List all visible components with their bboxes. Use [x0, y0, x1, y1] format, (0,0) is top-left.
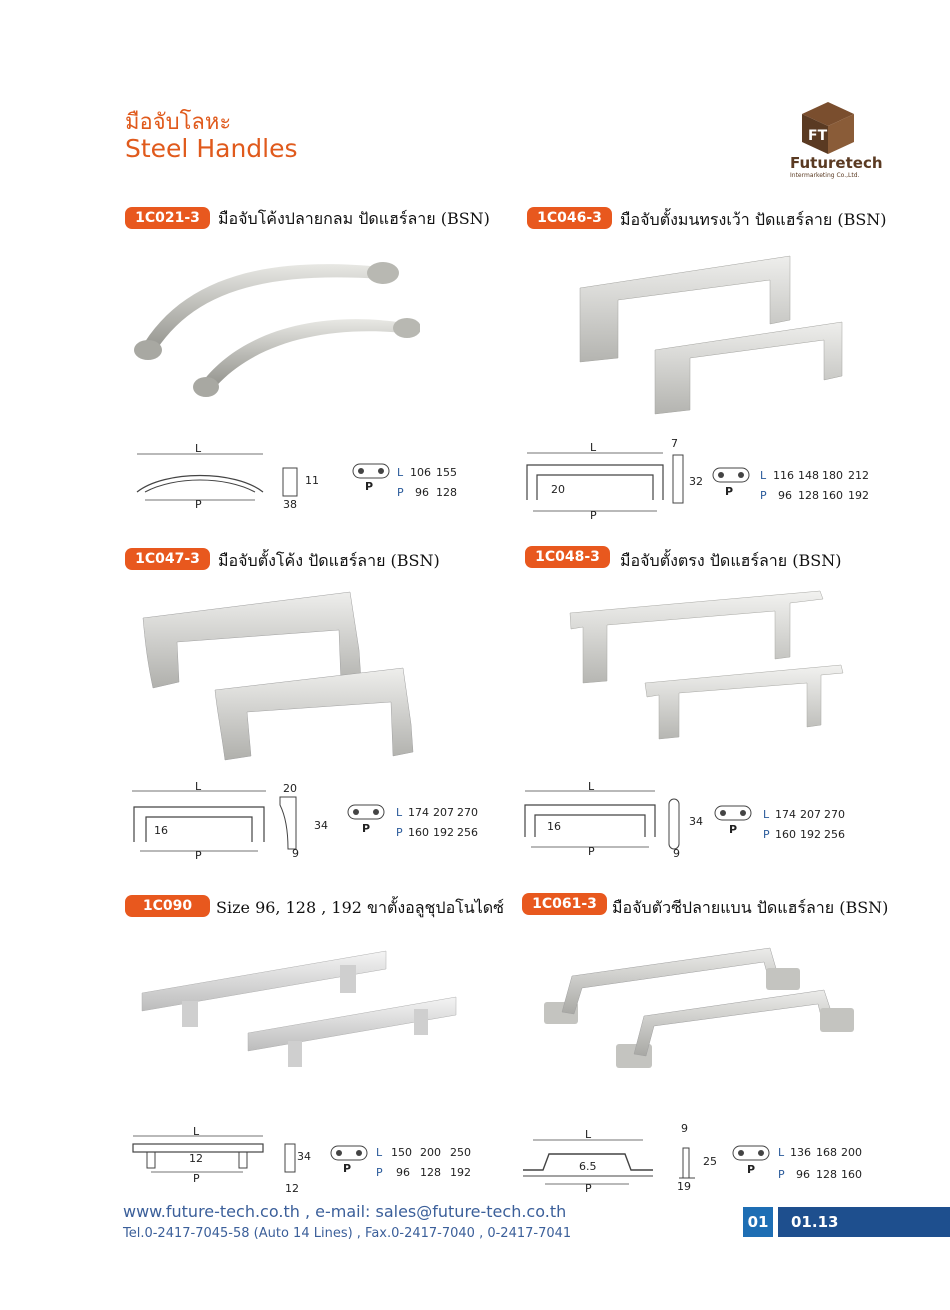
svg-text:9: 9: [673, 847, 680, 860]
svg-text:P: P: [725, 485, 734, 498]
svg-text:96: 96: [796, 1168, 810, 1181]
product-code-badge: 1C047-3: [125, 548, 210, 570]
logo-cube-icon: [798, 100, 858, 156]
svg-text:16: 16: [547, 820, 561, 833]
svg-text:16: 16: [154, 824, 168, 837]
page-number-bar: [778, 1207, 950, 1237]
svg-text:P: P: [343, 1162, 352, 1175]
svg-text:P: P: [376, 1166, 383, 1179]
svg-text:P: P: [590, 509, 597, 520]
svg-text:192: 192: [433, 826, 454, 839]
svg-text:207: 207: [800, 808, 821, 821]
svg-text:32: 32: [689, 475, 703, 488]
product-description: มือจับตั้งมนทรงเว้า ปัดแฮร์ลาย (BSN): [620, 210, 887, 229]
svg-text:12: 12: [189, 1152, 203, 1165]
svg-text:207: 207: [433, 806, 454, 819]
svg-text:116: 116: [773, 469, 794, 482]
svg-text:25: 25: [703, 1155, 717, 1168]
svg-text:270: 270: [824, 808, 845, 821]
product-photo-1C021-3: [120, 245, 420, 415]
page-title-thai: มือจับโลหะ: [125, 110, 232, 135]
footer-telephone: Tel.0-2417-7045-58 (Auto 14 Lines) , Fax.0-2417-7040 , 0-2417-7041: [123, 1226, 572, 1241]
svg-text:P: P: [362, 822, 371, 835]
logo-name: Futuretech: [790, 154, 883, 172]
svg-text:L: L: [760, 469, 767, 482]
product-photo-1C090: [138, 945, 458, 1075]
section-number: 01: [743, 1207, 773, 1237]
dimension-diagram-1C046-3: [515, 435, 935, 520]
svg-text:P: P: [396, 826, 403, 839]
svg-text:256: 256: [457, 826, 478, 839]
svg-text:P: P: [195, 849, 202, 862]
svg-text:96: 96: [396, 1166, 410, 1179]
svg-text:160: 160: [775, 828, 796, 841]
svg-text:128: 128: [816, 1168, 837, 1181]
svg-text:L: L: [590, 441, 597, 454]
dimension-diagram-1C047-3: [120, 777, 490, 862]
svg-text:9: 9: [681, 1122, 688, 1135]
svg-text:20: 20: [551, 483, 565, 496]
svg-text:P: P: [747, 1163, 756, 1176]
svg-text:38: 38: [283, 498, 297, 511]
dimension-diagram-1C090: [123, 1120, 493, 1200]
svg-text:136: 136: [790, 1146, 811, 1159]
logo-letters: FT: [808, 128, 828, 144]
svg-text:L: L: [778, 1146, 785, 1159]
svg-text:12: 12: [285, 1182, 299, 1195]
product-photo-1C048-3: [565, 585, 855, 745]
svg-text:P: P: [365, 480, 374, 493]
product-description: Size 96, 128 , 192 ขาตั้งอลูชุปอโนไดซ์: [216, 898, 505, 917]
svg-text:P: P: [588, 845, 595, 858]
svg-text:128: 128: [420, 1166, 441, 1179]
dimension-diagram-1C048-3: [513, 777, 883, 862]
svg-text:174: 174: [408, 806, 429, 819]
svg-text:L: L: [397, 466, 404, 479]
logo-subtitle: Intermarketing Co.,Ltd.: [790, 172, 860, 179]
svg-text:P: P: [585, 1182, 592, 1195]
svg-text:9: 9: [292, 847, 299, 860]
svg-text:160: 160: [841, 1168, 862, 1181]
svg-text:P: P: [397, 486, 404, 499]
svg-text:250: 250: [450, 1146, 471, 1159]
svg-text:150: 150: [391, 1146, 412, 1159]
svg-text:155: 155: [436, 466, 457, 479]
product-code-badge: 1C021-3: [125, 207, 210, 229]
svg-text:P: P: [760, 489, 767, 502]
svg-text:148: 148: [798, 469, 819, 482]
svg-text:20: 20: [283, 782, 297, 795]
svg-text:270: 270: [457, 806, 478, 819]
svg-text:L: L: [588, 780, 595, 793]
page-number: 01.13: [791, 1213, 839, 1231]
svg-text:P: P: [193, 1172, 200, 1185]
svg-text:200: 200: [420, 1146, 441, 1159]
svg-text:174: 174: [775, 808, 796, 821]
product-code-badge: 1C061-3: [522, 893, 607, 915]
svg-text:160: 160: [822, 489, 843, 502]
svg-text:19: 19: [677, 1180, 691, 1193]
svg-text:192: 192: [848, 489, 869, 502]
product-photo-1C061-3: [540, 940, 860, 1080]
svg-text:212: 212: [848, 469, 869, 482]
svg-text:7: 7: [671, 437, 678, 450]
svg-text:P: P: [763, 828, 770, 841]
svg-text:34: 34: [314, 819, 328, 832]
svg-text:192: 192: [800, 828, 821, 841]
svg-text:11: 11: [305, 474, 319, 487]
product-description: มือจับตั้งโค้ง ปัดแฮร์ลาย (BSN): [218, 551, 440, 570]
svg-text:P: P: [778, 1168, 785, 1181]
futuretech-logo: [790, 100, 883, 192]
svg-text:P: P: [729, 823, 738, 836]
svg-text:6.5: 6.5: [579, 1160, 597, 1173]
svg-text:L: L: [195, 780, 202, 793]
svg-text:L: L: [763, 808, 770, 821]
svg-text:128: 128: [798, 489, 819, 502]
svg-text:96: 96: [415, 486, 429, 499]
product-photo-1C047-3: [135, 590, 435, 770]
svg-text:168: 168: [816, 1146, 837, 1159]
product-description: มือจับตั้งตรง ปัดแฮร์ลาย (BSN): [620, 551, 842, 570]
product-code-badge: 1C046-3: [527, 207, 612, 229]
product-description: มือจับตัวซีปลายแบน ปัดแฮร์ลาย (BSN): [612, 898, 889, 917]
svg-text:L: L: [396, 806, 403, 819]
svg-text:160: 160: [408, 826, 429, 839]
svg-text:L: L: [193, 1125, 200, 1138]
svg-text:L: L: [585, 1128, 592, 1141]
svg-text:192: 192: [450, 1166, 471, 1179]
footer-web-email: www.future-tech.co.th , e-mail: sales@future-tech.co.th: [123, 1202, 567, 1221]
svg-text:256: 256: [824, 828, 845, 841]
product-photo-1C046-3: [570, 250, 860, 420]
dimension-diagram-1C061-3: [513, 1118, 883, 1198]
product-code-badge: 1C090: [125, 895, 210, 917]
svg-text:L: L: [195, 442, 202, 455]
svg-text:106: 106: [410, 466, 431, 479]
svg-text:L: L: [376, 1146, 383, 1159]
dimension-diagram-1C021-3: [125, 440, 485, 515]
svg-text:34: 34: [297, 1150, 311, 1163]
svg-text:34: 34: [689, 815, 703, 828]
svg-text:200: 200: [841, 1146, 862, 1159]
svg-text:128: 128: [436, 486, 457, 499]
svg-text:P: P: [195, 498, 202, 511]
svg-text:180: 180: [822, 469, 843, 482]
page-title-english: Steel Handles: [125, 134, 298, 163]
product-code-badge: 1C048-3: [525, 546, 610, 568]
svg-text:96: 96: [778, 489, 792, 502]
product-description: มือจับโค้งปลายกลม ปัดแฮร์ลาย (BSN): [218, 209, 490, 228]
